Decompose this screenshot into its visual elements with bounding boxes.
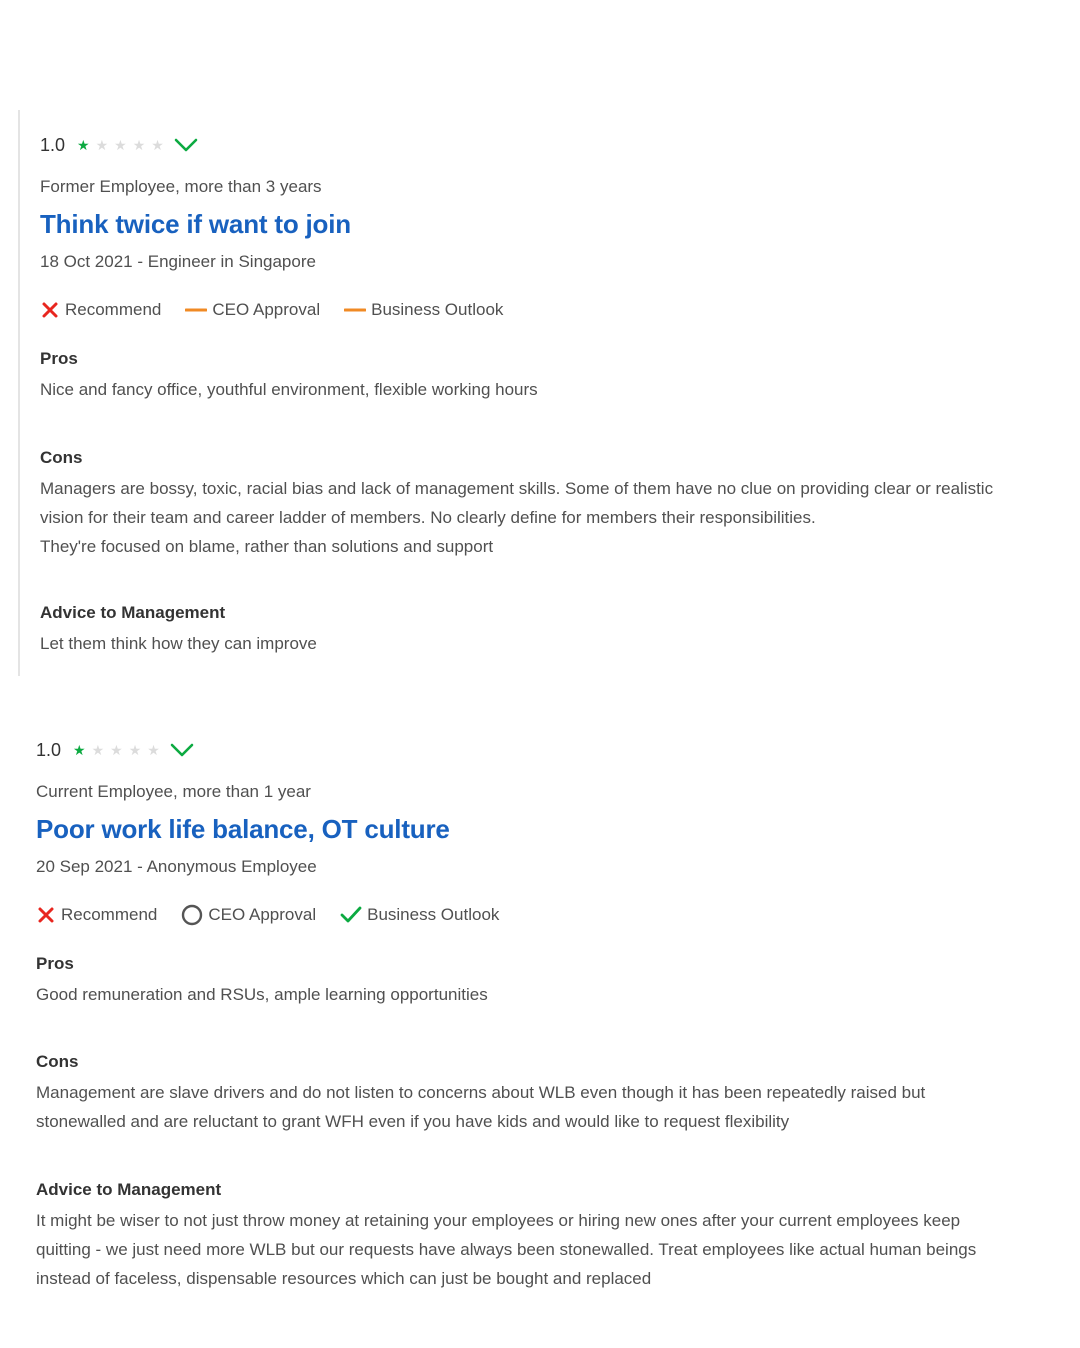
- review-date-role: 20 Sep 2021 - Anonymous Employee: [36, 857, 317, 876]
- chevron-down-icon[interactable]: [174, 137, 198, 153]
- advice-line: Let them think how they can improve: [40, 634, 317, 653]
- star-icon: ★: [95, 137, 109, 153]
- indicator-ceo-approval: [185, 300, 320, 320]
- indicator-ceo-approval: [181, 904, 316, 926]
- x-icon: [40, 300, 60, 320]
- star-icon: ★: [132, 137, 146, 153]
- indicator-label: CEO Approval: [208, 905, 317, 924]
- advice-text: [36, 1206, 1066, 1293]
- pros-heading: Pros: [36, 954, 74, 973]
- dash-icon: [185, 300, 207, 320]
- star-icon: ★: [128, 742, 142, 758]
- indicator-business-outlook: [344, 300, 503, 320]
- indicator-label: Business Outlook: [371, 300, 504, 319]
- cons-heading: Cons: [36, 1052, 79, 1071]
- review-title[interactable]: Think twice if want to join: [40, 209, 351, 239]
- rating-row: [36, 735, 1066, 765]
- pros-text: Good remuneration and RSUs, ample learning opportunities: [36, 985, 488, 1004]
- advice-text: [40, 629, 1062, 658]
- employment-status: Former Employee, more than 3 years: [40, 177, 322, 196]
- indicator-recommend: [36, 905, 157, 925]
- star-icon: ★: [91, 742, 105, 758]
- review-title[interactable]: Poor work life balance, OT culture: [36, 814, 450, 844]
- star-icon: ★: [147, 742, 160, 758]
- circle-icon: [181, 904, 203, 926]
- cons-text: [36, 1078, 1066, 1136]
- cons-line: stonewalled and are reluctant to grant WFH even if you have kids and would like to request flexibility: [36, 1112, 790, 1131]
- pros-heading: Pros: [40, 349, 78, 368]
- rating-indicators: [40, 296, 1062, 324]
- star-icon: ★: [114, 137, 127, 153]
- cons-line: Managers are bossy, toxic, racial bias and lack of management skills. Some of them have no clue on providing clear or realistic: [40, 479, 994, 498]
- rating-indicators: [36, 901, 1066, 929]
- star-icon: ★: [73, 742, 86, 758]
- indicator-label: Recommend: [65, 300, 162, 319]
- star-icon: ★: [110, 742, 123, 758]
- review-card: [36, 730, 1066, 1310]
- indicator-recommend: [40, 300, 161, 320]
- cons-heading: Cons: [40, 448, 83, 467]
- rating-value: 1.0: [40, 134, 66, 155]
- x-icon: [36, 905, 56, 925]
- star-rating: [73, 743, 166, 757]
- cons-line: They're focused on blame, rather than solutions and support: [40, 537, 494, 556]
- check-icon: [340, 905, 362, 925]
- indicator-business-outlook: [340, 905, 499, 925]
- dash-icon: [344, 300, 366, 320]
- rating-row: [40, 130, 1062, 160]
- star-rating: [77, 138, 170, 152]
- indicator-label: Recommend: [61, 905, 158, 924]
- advice-heading: Advice to Management: [36, 1180, 222, 1199]
- cons-line: Management are slave drivers and do not listen to concerns about WLB even though it has been repeatedly raised but: [36, 1083, 926, 1102]
- star-icon: ★: [77, 137, 90, 153]
- employment-status: Current Employee, more than 1 year: [36, 782, 311, 801]
- indicator-label: CEO Approval: [212, 300, 321, 319]
- review-date-role: 18 Oct 2021 - Engineer in Singapore: [40, 252, 316, 271]
- advice-line: instead of faceless, dispensable resources which can just be bought and replaced: [36, 1269, 652, 1288]
- advice-line: quitting - we just need more WLB but our requests have always been stonewalled. Treat employees like actual human beings: [36, 1240, 977, 1259]
- advice-heading: Advice to Management: [40, 603, 226, 622]
- advice-line: It might be wiser to not just throw money at retaining your employees or hiring new ones after your current employees keep: [36, 1211, 961, 1230]
- chevron-down-icon[interactable]: [170, 742, 194, 758]
- rating-value: 1.0: [36, 739, 62, 760]
- pros-text: Nice and fancy office, youthful environment, flexible working hours: [40, 380, 538, 399]
- review-card: [18, 110, 1062, 676]
- star-icon: ★: [151, 137, 164, 153]
- cons-text: [40, 474, 1062, 561]
- indicator-label: Business Outlook: [367, 905, 500, 924]
- cons-line: vision for their team and career ladder of members. No clearly define for members their responsibilities.: [40, 508, 816, 527]
